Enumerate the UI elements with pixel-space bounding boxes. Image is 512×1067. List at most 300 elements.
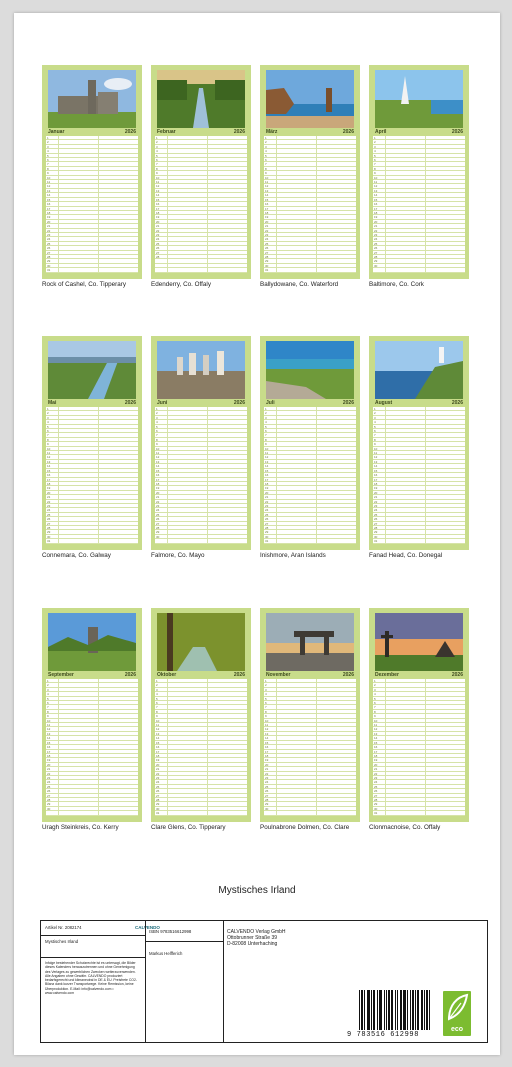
column-line (385, 522, 386, 525)
column-line (316, 692, 317, 695)
day-row: 24 (155, 780, 247, 784)
day-row: 20 (373, 491, 465, 495)
day-row: 23 (46, 233, 138, 237)
landscape-photo (266, 70, 354, 128)
day-row: 26 (155, 789, 247, 793)
column-line (58, 167, 59, 170)
column-line (207, 442, 208, 445)
column-line (58, 464, 59, 467)
column-line (167, 491, 168, 494)
column-line (58, 683, 59, 686)
column-line (207, 233, 208, 236)
column-line (385, 416, 386, 419)
day-row: 16 (373, 745, 465, 749)
column-line (167, 251, 168, 254)
day-row: 1 (264, 679, 356, 683)
day-row: 30 (264, 264, 356, 268)
day-row: 12 (155, 455, 247, 459)
landscape-photo (157, 613, 245, 671)
calendar-title: Mystisches Irland (218, 885, 296, 896)
column-line (58, 530, 59, 533)
day-row: 14 (155, 464, 247, 468)
day-row: 15 (155, 741, 247, 745)
column-line (276, 758, 277, 761)
column-line (316, 500, 317, 503)
column-line (167, 162, 168, 165)
column-line (316, 264, 317, 267)
column-line (276, 798, 277, 801)
day-row: 7 (155, 162, 247, 166)
month-card (369, 336, 469, 550)
column-line (276, 530, 277, 533)
column-line (58, 469, 59, 472)
day-row: 7 (46, 705, 138, 709)
column-line (98, 758, 99, 761)
column-line (276, 727, 277, 730)
column-line (58, 500, 59, 503)
column-line (207, 167, 208, 170)
column-line (58, 736, 59, 739)
month-name: Juni (157, 400, 168, 406)
column-line (58, 154, 59, 157)
day-row: 2 (373, 411, 465, 415)
column-line (167, 798, 168, 801)
photo-caption: Edenderry, Co. Offaly (151, 281, 211, 288)
column-line (385, 535, 386, 538)
column-line (385, 780, 386, 783)
column-line (207, 772, 208, 775)
column-line (98, 473, 99, 476)
day-row: 3 (264, 688, 356, 692)
column-line (276, 802, 277, 805)
column-line (316, 451, 317, 454)
column-line (98, 741, 99, 744)
column-line (425, 683, 426, 686)
landscape-photo (157, 341, 245, 399)
column-line (316, 237, 317, 240)
column-line (425, 455, 426, 458)
day-row: 11 (155, 723, 247, 727)
day-row: 24 (264, 508, 356, 512)
day-row: 17 (264, 207, 356, 211)
day-row: 18 (46, 211, 138, 215)
day-row: 2 (373, 140, 465, 144)
column-line (58, 171, 59, 174)
day-row: 23 (46, 776, 138, 780)
column-line (425, 433, 426, 436)
day-row: 25 (155, 785, 247, 789)
day-row: 17 (46, 478, 138, 482)
column-line (385, 754, 386, 757)
column-line (58, 268, 59, 271)
column-line (276, 736, 277, 739)
column-line (316, 167, 317, 170)
column-line (316, 268, 317, 271)
day-row: 15 (46, 198, 138, 202)
column-line (425, 255, 426, 258)
day-row: 26 (155, 246, 247, 250)
author-name: Markus Helfferich (149, 951, 183, 956)
day-row: 27 (373, 251, 465, 255)
column-line (58, 697, 59, 700)
column-line (316, 255, 317, 258)
column-line (207, 438, 208, 441)
column-line (58, 745, 59, 748)
day-row: 27 (264, 794, 356, 798)
photo-caption: Baltimore, Co. Cork (369, 281, 424, 288)
day-row: 25 (373, 242, 465, 246)
column-line (167, 167, 168, 170)
column-line (385, 469, 386, 472)
column-line (58, 692, 59, 695)
column-line (58, 140, 59, 143)
column-line (425, 251, 426, 254)
day-row: 26 (155, 517, 247, 521)
day-row: 18 (264, 754, 356, 758)
column-line (167, 442, 168, 445)
day-row: 29 (373, 802, 465, 806)
column-line (207, 807, 208, 810)
month-year: 2026 (124, 400, 136, 406)
day-row: 11 (155, 180, 247, 184)
column-line (276, 504, 277, 507)
day-row: 24 (373, 780, 465, 784)
column-line (385, 758, 386, 761)
column-line (207, 539, 208, 542)
day-row: 21 (46, 224, 138, 228)
column-line (58, 233, 59, 236)
column-line (98, 513, 99, 516)
day-row: 24 (264, 780, 356, 784)
column-line (98, 504, 99, 507)
column-line (316, 145, 317, 148)
day-row: 19 (155, 215, 247, 219)
day-row: 31 (46, 539, 138, 543)
column-line (58, 425, 59, 428)
column-line (385, 794, 386, 797)
month-card (42, 65, 142, 279)
column-line (385, 763, 386, 766)
day-row: 17 (46, 207, 138, 211)
column-line (385, 807, 386, 810)
column-line (425, 158, 426, 161)
column-line (276, 215, 277, 218)
day-row: 23 (373, 233, 465, 237)
day-row: 15 (373, 741, 465, 745)
day-row: 6 (46, 429, 138, 433)
column-line (316, 802, 317, 805)
day-row: 2 (264, 140, 356, 144)
column-line (316, 714, 317, 717)
column-line (207, 714, 208, 717)
column-line (316, 719, 317, 722)
column-line (425, 167, 426, 170)
day-row: 30 (46, 264, 138, 268)
column-line (98, 429, 99, 432)
column-line (316, 508, 317, 511)
column-line (207, 763, 208, 766)
day-row: 11 (373, 451, 465, 455)
day-row: 13 (373, 460, 465, 464)
column-line (167, 794, 168, 797)
column-line (425, 478, 426, 481)
barcode-digits: 9 783516 612998 (347, 1031, 420, 1039)
column-line (385, 251, 386, 254)
column-line (425, 442, 426, 445)
day-row: 6 (155, 701, 247, 705)
column-line (276, 420, 277, 423)
column-line (385, 189, 386, 192)
day-row: 2 (155, 683, 247, 687)
day-row: 15 (46, 469, 138, 473)
column-line (207, 719, 208, 722)
column-line (316, 491, 317, 494)
column-line (167, 420, 168, 423)
month-card (151, 608, 251, 822)
column-line (425, 754, 426, 757)
day-row: 13 (264, 732, 356, 736)
column-line (425, 732, 426, 735)
day-row: 21 (264, 767, 356, 771)
column-line (276, 807, 277, 810)
day-row: 30 (46, 807, 138, 811)
day-row: 18 (155, 482, 247, 486)
month-card (42, 336, 142, 550)
column-line (58, 767, 59, 770)
column-line (167, 233, 168, 236)
month-photo (157, 613, 245, 671)
column-line (425, 811, 426, 814)
column-line (425, 229, 426, 232)
column-line (207, 692, 208, 695)
column-line (167, 447, 168, 450)
landscape-photo (375, 70, 463, 128)
copyright-notice: Infolge bestehender Schutzrechte ist es untersagt, die Bilder dieses Kalenders herauszutrennen und ohne Genehmigung des Verlages zu gewerblichen Zwecken weiterzuverwenden. Alle Angaben ohne Gewähr. CALVENDO produziert bedarfsgerecht und klimaneutral in DE & EU. Preisfrete CO2-Bilanz dank kurzer Transportwege. Keine Remission, keine Überproduktion. E-Mail: info@calvendo.com • www.calvendo.com (45, 961, 137, 996)
column-line (316, 758, 317, 761)
column-line (316, 741, 317, 744)
day-row: 25 (264, 785, 356, 789)
day-row: 23 (155, 504, 247, 508)
month-name: Juli (266, 400, 275, 406)
day-row: 24 (264, 237, 356, 241)
day-row: 12 (46, 184, 138, 188)
column-line (385, 171, 386, 174)
day-row: 26 (373, 246, 465, 250)
column-line (167, 780, 168, 783)
photo-caption: Inishmore, Aran Islands (260, 552, 326, 559)
day-row: 18 (373, 482, 465, 486)
day-row: 19 (155, 758, 247, 762)
column-line (207, 447, 208, 450)
day-row: 21 (373, 767, 465, 771)
column-line (425, 701, 426, 704)
column-line (98, 535, 99, 538)
column-line (58, 193, 59, 196)
column-line (167, 473, 168, 476)
photo-caption: Ballydowane, Co. Waterford (260, 281, 339, 288)
column-line (385, 802, 386, 805)
divider (41, 935, 145, 936)
day-row: 29 (46, 259, 138, 263)
day-row: 16 (373, 202, 465, 206)
column-line (385, 136, 386, 139)
column-line (98, 140, 99, 143)
day-row: 11 (264, 451, 356, 455)
column-line (385, 811, 386, 814)
day-row: 22 (46, 500, 138, 504)
day-grid (373, 407, 465, 544)
column-line (207, 420, 208, 423)
column-line (425, 246, 426, 249)
column-line (276, 429, 277, 432)
day-row: 15 (155, 469, 247, 473)
day-row: 21 (264, 495, 356, 499)
month-year: 2026 (124, 672, 136, 678)
column-line (58, 776, 59, 779)
column-line (425, 193, 426, 196)
day-row: 10 (155, 447, 247, 451)
day-row: 17 (155, 207, 247, 211)
day-row: 29 (373, 530, 465, 534)
column-line (58, 508, 59, 511)
barcode (359, 990, 431, 1030)
column-line (98, 455, 99, 458)
column-line (167, 539, 168, 542)
column-line (316, 420, 317, 423)
month-card (151, 336, 251, 550)
column-line (316, 701, 317, 704)
day-row: 6 (155, 158, 247, 162)
column-line (276, 732, 277, 735)
column-line (276, 750, 277, 753)
column-line (425, 145, 426, 148)
column-line (385, 736, 386, 739)
column-line (316, 438, 317, 441)
column-line (385, 732, 386, 735)
day-row: 25 (264, 242, 356, 246)
column-line (276, 149, 277, 152)
column-line (425, 772, 426, 775)
day-row: 17 (155, 478, 247, 482)
day-row: 1 (373, 136, 465, 140)
column-line (207, 171, 208, 174)
day-row (46, 811, 138, 815)
day-row: 6 (373, 158, 465, 162)
day-row: 25 (46, 242, 138, 246)
day-row: 10 (46, 176, 138, 180)
day-row: 22 (264, 500, 356, 504)
day-row: 20 (155, 220, 247, 224)
day-row: 11 (373, 723, 465, 727)
day-row: 4 (46, 420, 138, 424)
column-line (207, 184, 208, 187)
day-row: 13 (155, 732, 247, 736)
column-line (276, 451, 277, 454)
day-row: 14 (373, 464, 465, 468)
column-line (276, 539, 277, 542)
column-line (385, 455, 386, 458)
month-name: April (375, 129, 387, 135)
column-line (98, 425, 99, 428)
day-row: 13 (373, 189, 465, 193)
column-line (207, 255, 208, 258)
column-line (385, 701, 386, 704)
column-line (276, 158, 277, 161)
column-line (207, 451, 208, 454)
column-line (276, 229, 277, 232)
month-photo (266, 613, 354, 671)
column-line (425, 539, 426, 542)
column-line (98, 136, 99, 139)
column-line (316, 705, 317, 708)
column-line (316, 460, 317, 463)
month-year: 2026 (342, 672, 354, 678)
day-row: 20 (373, 763, 465, 767)
column-line (207, 411, 208, 414)
column-line (316, 530, 317, 533)
day-row: 1 (46, 136, 138, 140)
column-line (425, 180, 426, 183)
day-row: 30 (373, 807, 465, 811)
column-line (207, 220, 208, 223)
column-line (385, 220, 386, 223)
column-line (385, 495, 386, 498)
column-line (385, 184, 386, 187)
column-line (425, 224, 426, 227)
column-line (425, 802, 426, 805)
day-row: 5 (264, 154, 356, 158)
column-line (316, 180, 317, 183)
column-line (385, 259, 386, 262)
column-line (207, 705, 208, 708)
column-line (167, 268, 168, 271)
column-line (276, 513, 277, 516)
column-line (425, 785, 426, 788)
column-line (276, 259, 277, 262)
landscape-photo (48, 613, 136, 671)
column-line (58, 180, 59, 183)
day-row: 28 (264, 255, 356, 259)
day-row: 2 (46, 683, 138, 687)
column-line (385, 211, 386, 214)
column-line (276, 772, 277, 775)
column-line (58, 189, 59, 192)
column-line (58, 701, 59, 704)
column-line (276, 776, 277, 779)
column-line (385, 447, 386, 450)
day-row: 27 (373, 522, 465, 526)
column-line (425, 482, 426, 485)
column-line (425, 763, 426, 766)
column-line (207, 535, 208, 538)
day-row: 2 (46, 140, 138, 144)
photo-caption: Rock of Cashel, Co. Tipperary (42, 281, 126, 288)
day-row: 5 (373, 154, 465, 158)
column-line (98, 158, 99, 161)
column-line (207, 710, 208, 713)
column-line (58, 732, 59, 735)
column-line (385, 202, 386, 205)
column-line (167, 460, 168, 463)
column-line (385, 539, 386, 542)
column-line (385, 433, 386, 436)
column-line (167, 259, 168, 262)
column-line (207, 802, 208, 805)
day-row: 20 (264, 763, 356, 767)
column-line (385, 162, 386, 165)
day-row: 7 (264, 162, 356, 166)
column-line (316, 776, 317, 779)
